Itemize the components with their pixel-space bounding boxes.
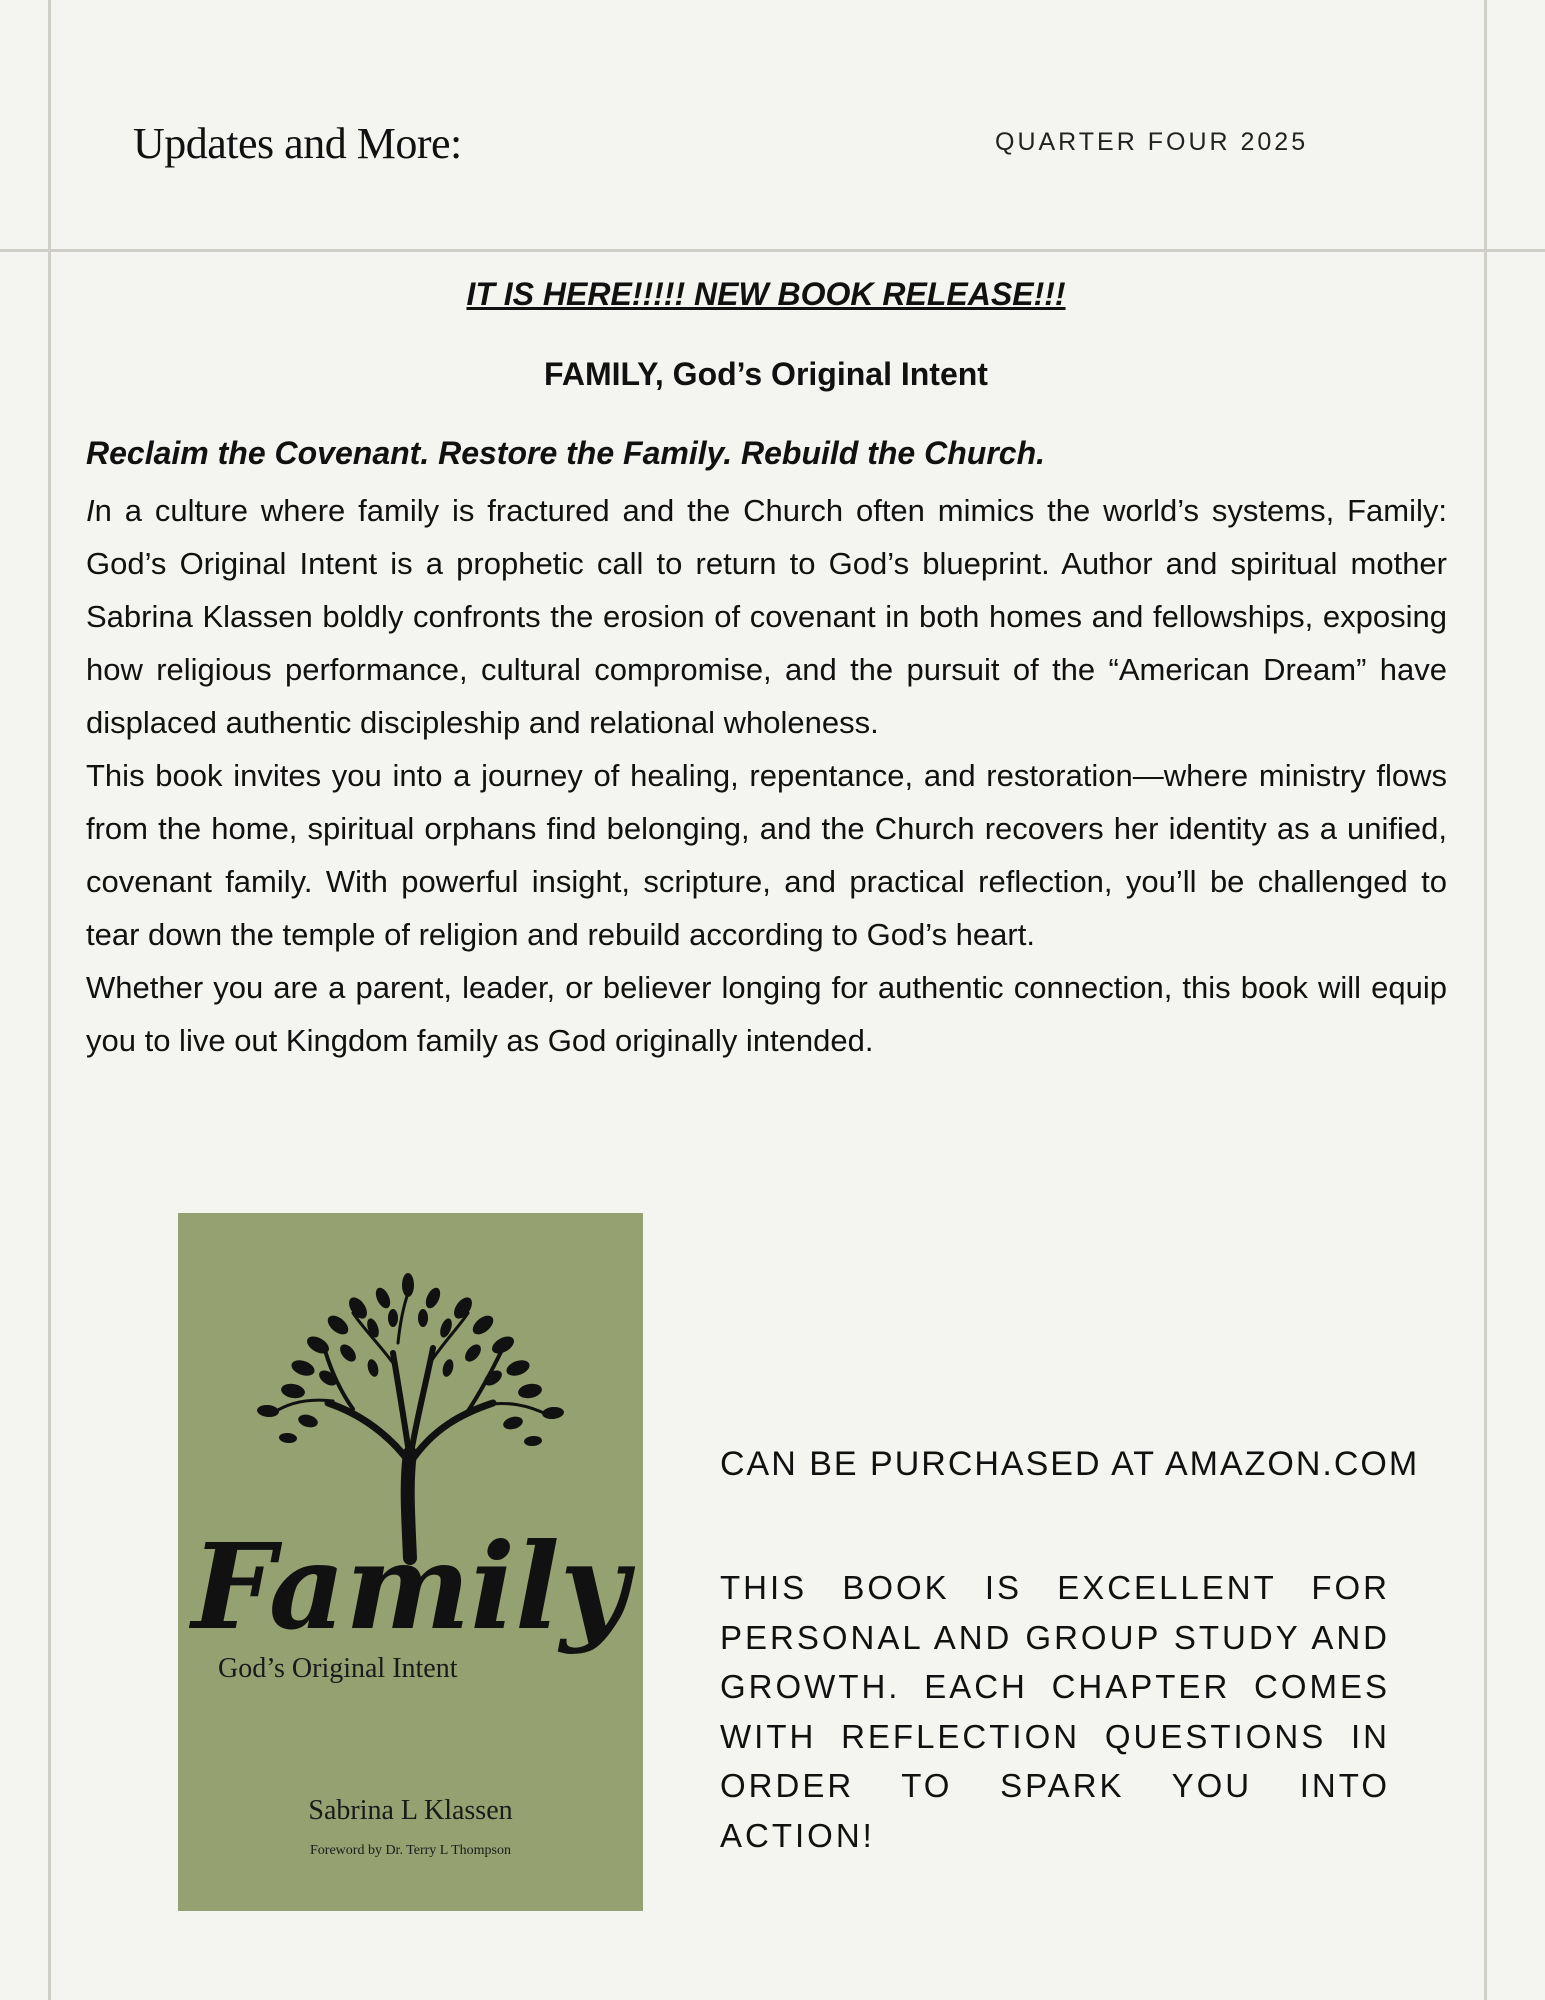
book-tagline: Reclaim the Covenant. Restore the Family. Rebuild the Church. [86,435,1045,471]
description-paragraph-1 [86,484,1447,749]
cover-foreword: Foreword by Dr. Terry L Thompson [310,1843,511,1858]
book-cover-image [178,1213,643,1911]
cover-subtitle: God’s Original Intent [218,1653,458,1684]
purchase-info: CAN BE PURCHASED AT AMAZON.COM [720,1445,1420,1483]
cover-title-script: Family [191,1517,629,1656]
header-divider [0,249,1545,252]
description-paragraph-2: This book invites you into a journey of healing, repentance, and restoration—where ministry flows from the home, spiritual orphans find belonging, and the Church recovers her identity as a unified, covenant family. With powerful insight, scripture, and practical reflection, you’ll be challenged to tear down the temple of religion and rebuild according to God’s heart. [86,758,1447,952]
book-title: FAMILY, God’s Original Intent [544,356,988,392]
quarter-label: QUARTER FOUR 2025 [995,128,1309,156]
drop-letter: I [86,493,95,528]
release-headline: IT IS HERE!!!!! NEW BOOK RELEASE!!! [466,276,1066,312]
page-header-title: Updates and More: [133,119,462,168]
book-description [86,484,1447,1067]
description-paragraph-1-text: n a culture where family is fractured and the Church often mimics the world’s systems, Family: God’s Original Intent is a prophetic call to return to God’s blueprint. Author and spiritual mother Sabrina Klassen boldly confronts the erosion of covenant in both homes and fellowships, exposing how religious performance, cultural compromise, and the pursuit of the “American Dream” have displaced authentic discipleship and relational wholeness. [86,493,1447,740]
cover-author: Sabrina L Klassen [308,1795,513,1826]
study-note: THIS BOOK IS EXCELLENT FOR PERSONAL AND GROUP STUDY AND GROWTH. EACH CHAPTER COMES WITH REFLECTION QUESTIONS IN ORDER TO SPARK YOU INTO ACTION! [720,1569,1390,1854]
description-paragraph-3: Whether you are a parent, leader, or believer longing for authentic connection, this book will equip you to live out Kingdom family as God originally intended. [86,970,1447,1058]
